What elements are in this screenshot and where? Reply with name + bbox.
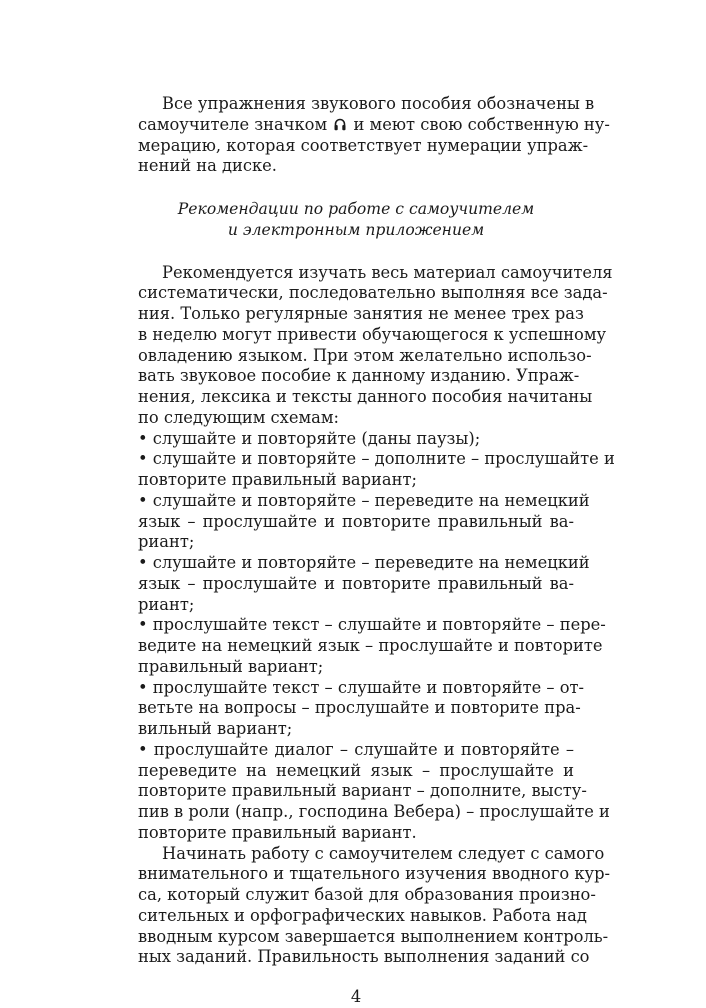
section-heading-line: Рекомендации по работе с самоучителем xyxy=(177,200,535,218)
text-line: Начинать работу с самоучителем следует с самого xyxy=(162,843,605,863)
bullet-line: переведите на немецкий язык – прослушайте и xyxy=(138,760,574,780)
text-line: Рекомендуется изучать весь материал самоучителя xyxy=(162,262,613,282)
bullet-line: • прослушайте текст – слушайте и повторяйте – пере- xyxy=(138,615,606,635)
text-line: по следующим схемам: xyxy=(138,407,339,427)
text-line: ния. Только регулярные занятия не менее трех раз xyxy=(138,304,584,323)
bullet-line: риант; xyxy=(138,594,195,614)
bullet-line: вильный вариант; xyxy=(138,719,293,738)
bullet-line: правильный вариант; xyxy=(138,656,324,676)
bullet-line: • слушайте и повторяйте (даны паузы); xyxy=(138,428,481,448)
text-line: в неделю могут привести обучающегося к успешному xyxy=(138,324,607,344)
bullet-line: риант; xyxy=(138,532,195,552)
text-fragment: и меют свою собственную ну- xyxy=(353,114,610,134)
bullet-line: повторите правильный вариант; xyxy=(138,470,417,489)
page-number: 4 xyxy=(350,987,362,1006)
bullet-line: • прослушайте диалог – слушайте и повторяйте – xyxy=(138,739,574,759)
text-line: са, который служит базой для образования произно- xyxy=(138,885,596,904)
bullet-line: • слушайте и повторяйте – переведите на немецкий xyxy=(138,553,590,572)
text-line: ных заданий. Правильность выполнения заданий со xyxy=(138,947,590,967)
page-bottom xyxy=(138,0,615,1001)
text-fragment: самоучителе значком xyxy=(138,114,328,134)
bullet-line: язык – прослушайте и повторите правильный ва- xyxy=(138,511,574,531)
bullet-line: повторите правильный вариант – дополните, высту- xyxy=(138,781,587,801)
text-line: овладению языком. При этом желательно использо- xyxy=(138,345,592,365)
text-line: мерацию, которая соответствует нумерации упраж- xyxy=(138,135,589,155)
bullet-line: • прослушайте текст – слушайте и повторяйте – от- xyxy=(138,677,585,697)
text-line: Все упражнения звукового пособия обозначены в xyxy=(162,94,595,113)
text-line: вводным курсом завершается выполнением контроль- xyxy=(138,926,609,946)
text-line: систематически, последовательно выполняя все зада- xyxy=(138,283,608,303)
bullet-line: ведите на немецкий язык – прослушайте и повторите xyxy=(138,636,603,655)
bullet-line: ветьте на вопросы – прослушайте и повторите пра- xyxy=(138,698,581,718)
bullet-line: повторите правильный вариант. xyxy=(138,822,417,842)
bullet-line: язык – прослушайте и повторите правильный ва- xyxy=(138,573,574,593)
text-line: нений на диске. xyxy=(138,156,277,176)
text-line: сительных и орфографических навыков. Работа над xyxy=(138,905,587,925)
text-line: нения, лексика и тексты данного пособия начитаны xyxy=(138,387,593,406)
text-line: вать звуковое пособие к данному изданию. Упраж- xyxy=(138,366,580,386)
bullet-line: • слушайте и повторяйте – дополните – прослушайте и xyxy=(138,449,615,469)
bullet-line: пив в роли (напр., господина Вебера) – прослушайте и xyxy=(138,802,610,821)
bullet-line: • слушайте и повторяйте – переведите на немецкий xyxy=(138,490,590,510)
text-line: внимательного и тщательного изучения вводного кур- xyxy=(138,864,610,884)
section-heading-line: и электронным приложением xyxy=(227,220,485,239)
